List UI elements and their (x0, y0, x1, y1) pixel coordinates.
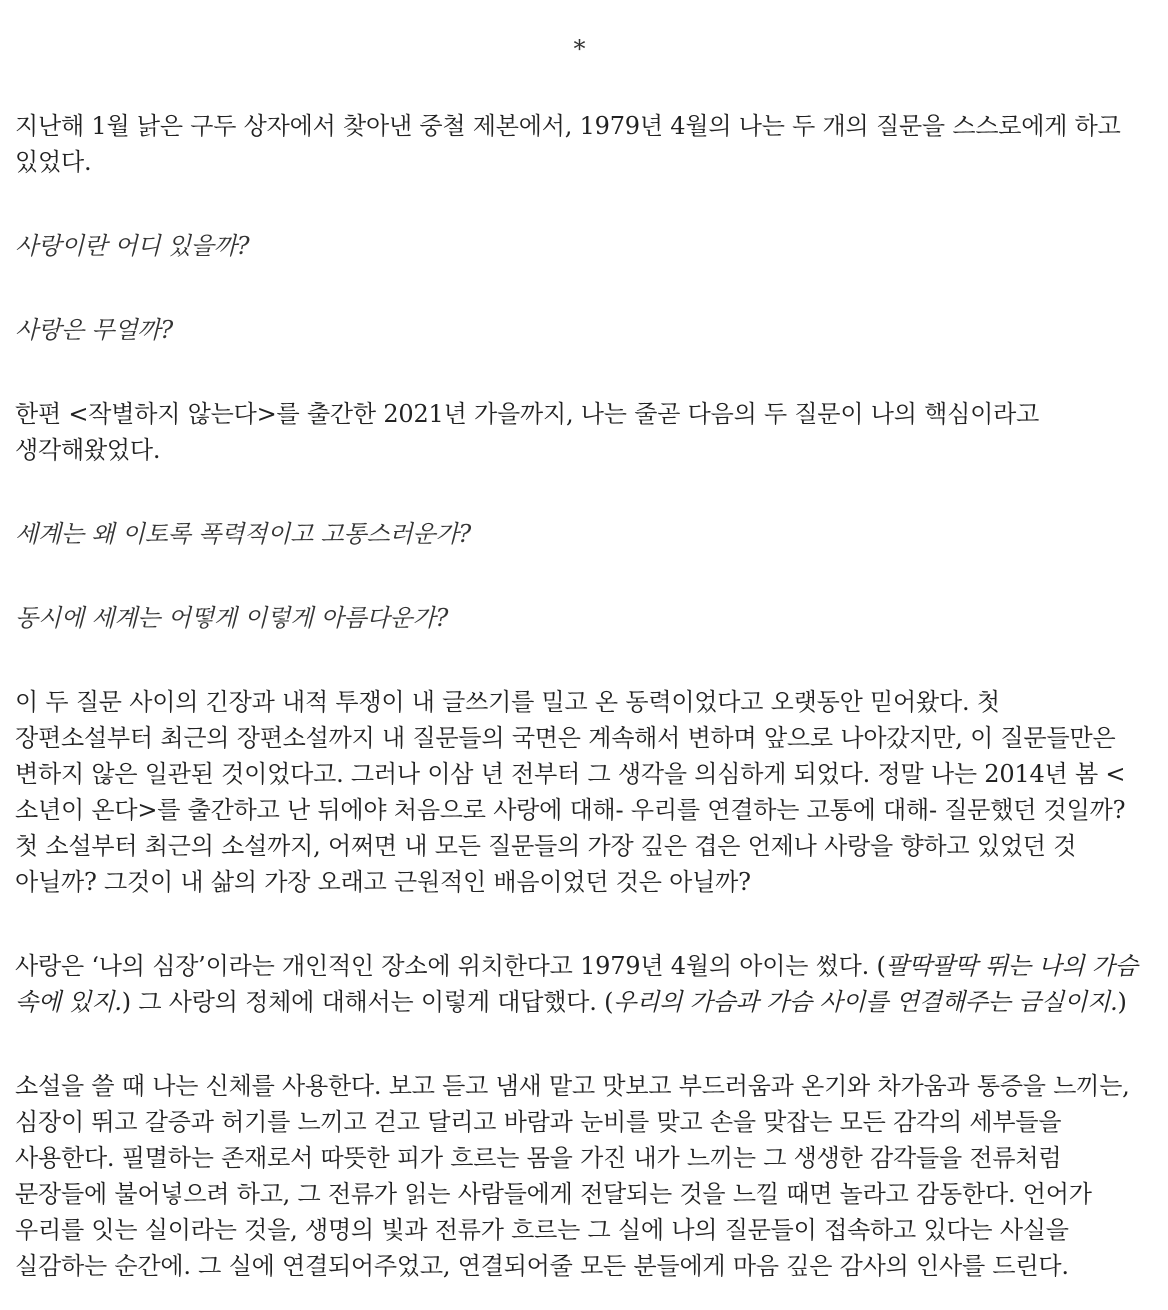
paragraph-4-quote-gold-thread: 우리의 가슴과 가슴 사이를 연결해주는 금실이지. (613, 988, 1118, 1016)
paragraph-4 (15, 948, 1144, 1020)
paragraph-4-quote-heart: 팔딱팔딱 뛰는 나의 가슴 속에 있지. (15, 952, 1138, 1016)
paragraph-4-text-c: ) 그 사랑의 정체에 대해서는 이렇게 대답했다. ( (121, 988, 614, 1016)
question-why-violent: 세계는 왜 이토록 폭력적이고 고통스러운가? (15, 520, 472, 548)
question-where-is-love: 사랑이란 어디 있을까? (15, 232, 250, 260)
paragraph-3: 이 두 질문 사이의 긴장과 내적 투쟁이 내 글쓰기를 밀고 온 동력이었다고 오랫동안 믿어왔다. 첫 장편소설부터 최근의 장편소설까지 내 질문들의 국면은 계속해서 변하며 앞으로 나아갔지만, 이 질문들만은 변하지 않은 일관된 것이었다고. 그러나 이삼 년 전부터 그 생각을 의심하게 되었다. 정말 나는 2014년 봄 <소년이 온다>를 출간하고 난 뒤에야 처음으로 사랑에 대해- 우리를 연결하는 고통에 대해- 질문했던 것일까? 첫 소설부터 최근의 소설까지, 어쩌면 내 모든 질문들의 가장 깊은 겹은 언제나 사랑을 향하고 있었던 것 아닐까? 그것이 내 삶의 가장 오래고 근원적인 배음이었던 것은 아닐까? (15, 688, 1126, 896)
paragraph-4-text-e: ) (1117, 988, 1127, 1016)
paragraph-5: 소설을 쓸 때 나는 신체를 사용한다. 보고 듣고 냄새 맡고 맛보고 부드러움과 온기와 차가움과 통증을 느끼는, 심장이 뛰고 갈증과 허기를 느끼고 걷고 달리고 바람과 눈비를 맞고 손을 맞잡는 모든 감각의 세부들을 사용한다. 필멸하는 존재로서 따뜻한 피가 흐르는 몸을 가진 내가 느끼는 그 생생한 감각들을 전류처럼 문장들에 불어넣으려 하고, 그 전류가 읽는 사람들에게 전달되는 것을 느낄 때면 놀라고 감동한다. 언어가 우리를 잇는 실이라는 것을, 생명의 빛과 전류가 흐르는 그 실에 나의 질문들이 접속하고 있다는 사실을 실감하는 순간에. 그 실에 연결되어주었고, 연결되어줄 모든 분들에게 마음 깊은 감사의 인사를 드린다. (15, 1072, 1130, 1280)
question-why-beautiful: 동시에 세계는 어떻게 이렇게 아름다운가? (15, 604, 449, 632)
section-separator: * (573, 35, 586, 63)
question-what-is-love: 사랑은 무얼까? (15, 316, 173, 344)
paragraph-2: 한편 <작별하지 않는다>를 출간한 2021년 가을까지, 나는 줄곧 다음의 두 질문이 나의 핵심이라고 생각해왔었다. (15, 400, 1040, 464)
paragraph-4-text-a: 사랑은 ‘나의 심장’이라는 개인적인 장소에 위치한다고 1979년 4월의 아이는 썼다. ( (15, 952, 886, 980)
paragraph-1: 지난해 1월 낡은 구두 상자에서 찾아낸 중철 제본에서, 1979년 4월의 나는 두 개의 질문을 스스로에게 하고 있었다. (15, 112, 1121, 176)
